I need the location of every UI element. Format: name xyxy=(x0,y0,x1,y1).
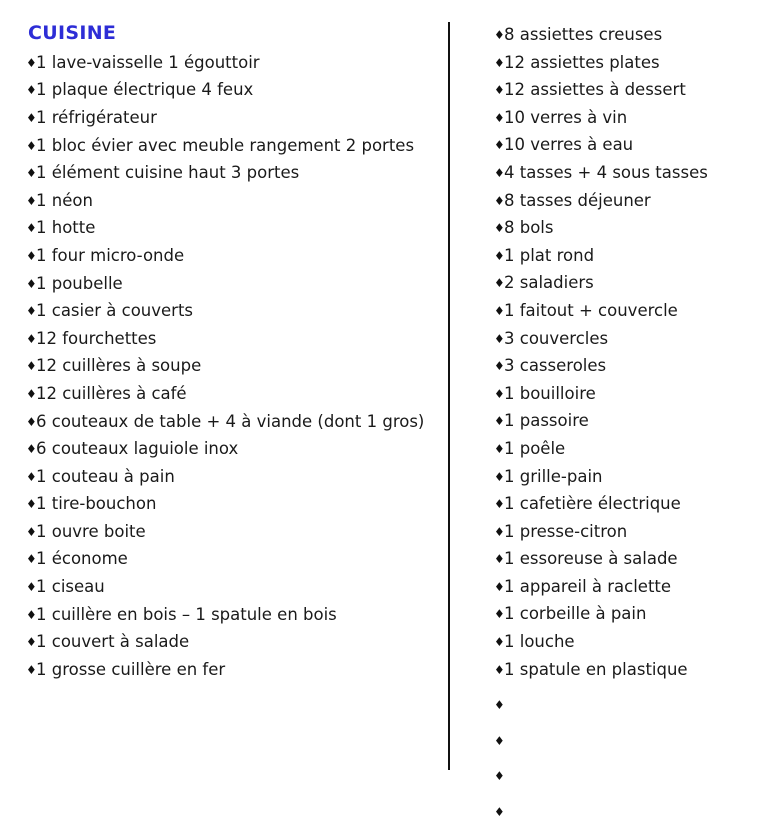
list-item xyxy=(26,298,446,326)
inventory-list-left xyxy=(26,50,446,685)
list-item-label: 1 faitout + couvercle xyxy=(504,300,678,320)
list-item xyxy=(26,50,446,78)
diamond-bullet-icon: ♦ xyxy=(494,662,505,677)
diamond-bullet-icon: ♦ xyxy=(26,166,37,181)
list-item xyxy=(494,105,756,133)
list-item-label: 1 casier à couverts xyxy=(36,301,194,321)
diamond-bullet-icon: ♦ xyxy=(26,55,37,70)
list-item-label: 1 tire-bouchon xyxy=(36,494,157,514)
diamond-bullet-icon: ♦ xyxy=(26,138,37,153)
diamond-bullet-icon: ♦ xyxy=(494,331,505,346)
list-item-label: 8 assiettes creuses xyxy=(504,25,663,44)
list-item xyxy=(26,160,446,188)
list-item-label: 1 grosse cuillère en fer xyxy=(36,659,226,679)
list-item-label: 10 verres à eau xyxy=(504,135,634,155)
list-item xyxy=(494,791,756,827)
list-item xyxy=(26,381,446,409)
list-item xyxy=(494,353,756,381)
list-item-label: 1 couvert à salade xyxy=(36,632,190,652)
list-item-label: 1 cuillère en bois – 1 spatule en bois xyxy=(36,604,337,624)
diamond-bullet-icon: ♦ xyxy=(494,607,505,622)
list-item-label: 12 cuillères à soupe xyxy=(36,356,202,376)
diamond-bullet-icon: ♦ xyxy=(494,55,505,70)
diamond-bullet-icon: ♦ xyxy=(494,359,505,374)
list-item xyxy=(26,491,446,519)
list-item xyxy=(26,546,446,574)
diamond-bullet-icon: ♦ xyxy=(26,83,37,98)
list-item-label: 1 poubelle xyxy=(36,273,123,293)
list-item-label: 2 saladiers xyxy=(504,273,594,293)
list-item xyxy=(494,755,756,791)
list-item-label: 12 assiettes à dessert xyxy=(504,80,686,100)
list-item xyxy=(494,601,756,629)
list-item xyxy=(26,353,446,381)
diamond-bullet-icon: ♦ xyxy=(494,733,505,748)
list-item xyxy=(26,519,446,547)
list-item-label: 12 cuillères à café xyxy=(36,383,187,403)
diamond-bullet-icon: ♦ xyxy=(494,28,505,42)
list-item-label: 1 bouilloire xyxy=(504,383,596,403)
list-item xyxy=(494,77,756,105)
list-item xyxy=(494,519,756,547)
list-item xyxy=(26,326,446,354)
list-item-label: 4 tasses + 4 sous tasses xyxy=(504,162,708,182)
list-item-label: 1 couteau à pain xyxy=(36,466,175,486)
diamond-bullet-icon: ♦ xyxy=(494,248,505,263)
list-item-label: 1 lave-vaisselle 1 égouttoir xyxy=(36,52,260,72)
list-item xyxy=(494,270,756,298)
diamond-bullet-icon: ♦ xyxy=(26,469,37,484)
diamond-bullet-icon: ♦ xyxy=(494,497,505,512)
list-item-label: 1 cafetière électrique xyxy=(504,494,681,514)
list-item-label: 8 tasses déjeuner xyxy=(504,190,651,210)
diamond-bullet-icon: ♦ xyxy=(494,83,505,98)
diamond-bullet-icon: ♦ xyxy=(494,469,505,484)
list-item-label: 1 néon xyxy=(36,190,93,210)
diamond-bullet-icon: ♦ xyxy=(26,662,37,677)
list-item xyxy=(494,326,756,354)
list-item xyxy=(26,105,446,133)
list-item xyxy=(26,243,446,271)
list-item xyxy=(26,133,446,161)
diamond-bullet-icon: ♦ xyxy=(26,304,37,319)
list-item-label: 1 four micro-onde xyxy=(36,245,185,265)
list-item-label: 1 poêle xyxy=(504,438,566,458)
diamond-bullet-icon: ♦ xyxy=(26,580,37,595)
list-item-label: 1 corbeille à pain xyxy=(504,604,647,624)
list-item-label: 1 essoreuse à salade xyxy=(504,549,678,569)
list-item-label: 1 passoire xyxy=(504,411,589,431)
list-item xyxy=(494,160,756,188)
list-item-label: 1 presse-citron xyxy=(504,521,628,541)
diamond-bullet-icon: ♦ xyxy=(26,193,37,208)
diamond-bullet-icon: ♦ xyxy=(26,221,37,236)
list-item-label: 1 plaque électrique 4 feux xyxy=(36,80,254,100)
diamond-bullet-icon: ♦ xyxy=(26,442,37,457)
list-item xyxy=(494,381,756,409)
diamond-bullet-icon: ♦ xyxy=(494,386,505,401)
list-item xyxy=(494,720,756,756)
diamond-bullet-icon: ♦ xyxy=(26,359,37,374)
diamond-bullet-icon: ♦ xyxy=(494,165,505,180)
list-item-label: 10 verres à vin xyxy=(504,107,628,127)
diamond-bullet-icon: ♦ xyxy=(494,769,505,784)
diamond-bullet-icon: ♦ xyxy=(494,138,505,153)
list-item xyxy=(494,132,756,160)
diamond-bullet-icon: ♦ xyxy=(26,386,37,401)
list-item-label: 1 ciseau xyxy=(36,577,105,597)
list-item xyxy=(494,684,756,720)
right-column xyxy=(450,22,756,827)
list-item xyxy=(26,602,446,630)
diamond-bullet-icon: ♦ xyxy=(494,552,505,567)
list-item xyxy=(494,657,756,685)
list-item xyxy=(494,546,756,574)
list-item xyxy=(494,243,756,271)
list-item xyxy=(26,464,446,492)
list-item-label: 6 couteaux de table + 4 à viande (dont 1 gros) xyxy=(36,411,425,431)
list-item-label: 3 casseroles xyxy=(504,356,607,376)
list-item-label: 1 plat rond xyxy=(504,245,595,265)
list-item xyxy=(26,77,446,105)
list-item-label: 1 réfrigérateur xyxy=(36,107,157,127)
diamond-bullet-icon: ♦ xyxy=(494,110,505,125)
list-item-label: 1 louche xyxy=(504,632,575,652)
diamond-bullet-icon: ♦ xyxy=(494,303,505,318)
list-item xyxy=(26,657,446,685)
diamond-bullet-icon: ♦ xyxy=(494,221,505,236)
diamond-bullet-icon: ♦ xyxy=(26,331,37,346)
diamond-bullet-icon: ♦ xyxy=(26,524,37,539)
list-item-label: 1 spatule en plastique xyxy=(504,659,688,679)
list-item xyxy=(494,574,756,602)
two-column-layout xyxy=(14,22,756,820)
list-item xyxy=(494,215,756,243)
diamond-bullet-icon: ♦ xyxy=(26,552,37,567)
diamond-bullet-icon: ♦ xyxy=(26,635,37,650)
diamond-bullet-icon: ♦ xyxy=(26,110,37,125)
diamond-bullet-icon: ♦ xyxy=(26,276,37,291)
diamond-bullet-icon: ♦ xyxy=(26,414,37,429)
page-title: CUISINE xyxy=(28,22,117,44)
list-item xyxy=(494,408,756,436)
diamond-bullet-icon: ♦ xyxy=(494,193,505,208)
list-item xyxy=(494,629,756,657)
inventory-list-right xyxy=(494,22,756,827)
list-item xyxy=(494,491,756,519)
list-item xyxy=(26,409,446,437)
diamond-bullet-icon: ♦ xyxy=(494,579,505,594)
diamond-bullet-icon: ♦ xyxy=(26,607,37,622)
diamond-bullet-icon: ♦ xyxy=(494,524,505,539)
list-item xyxy=(494,464,756,492)
list-item xyxy=(26,436,446,464)
left-column xyxy=(14,22,446,684)
list-item-label: 1 hotte xyxy=(36,218,96,238)
list-item xyxy=(494,22,756,50)
diamond-bullet-icon: ♦ xyxy=(494,441,505,456)
list-item xyxy=(26,188,446,216)
diamond-bullet-icon: ♦ xyxy=(26,497,37,512)
list-item-label: 1 élément cuisine haut 3 portes xyxy=(36,163,300,183)
list-item-label: 1 ouvre boite xyxy=(36,521,146,541)
diamond-bullet-icon: ♦ xyxy=(494,698,505,713)
list-item-label: 8 bols xyxy=(504,218,554,238)
list-item-label: 12 fourchettes xyxy=(36,328,157,348)
diamond-bullet-icon: ♦ xyxy=(494,276,505,291)
list-item-label: 3 couvercles xyxy=(504,328,609,348)
list-item-label: 1 grille-pain xyxy=(504,466,603,486)
list-item-label: 12 assiettes plates xyxy=(504,52,660,72)
list-item xyxy=(26,574,446,602)
list-item-label: 1 économe xyxy=(36,549,128,569)
diamond-bullet-icon: ♦ xyxy=(26,248,37,263)
diamond-bullet-icon: ♦ xyxy=(494,414,505,429)
list-item-label: 1 appareil à raclette xyxy=(504,576,672,596)
list-item xyxy=(494,436,756,464)
list-item-label: 1 bloc évier avec meuble rangement 2 portes xyxy=(36,135,415,155)
list-item xyxy=(26,629,446,657)
list-item xyxy=(26,271,446,299)
list-item xyxy=(494,188,756,216)
diamond-bullet-icon: ♦ xyxy=(494,805,505,820)
list-item xyxy=(494,298,756,326)
list-item xyxy=(494,50,756,78)
diamond-bullet-icon: ♦ xyxy=(494,635,505,650)
list-item xyxy=(26,215,446,243)
list-item-label: 6 couteaux laguiole inox xyxy=(36,439,239,459)
